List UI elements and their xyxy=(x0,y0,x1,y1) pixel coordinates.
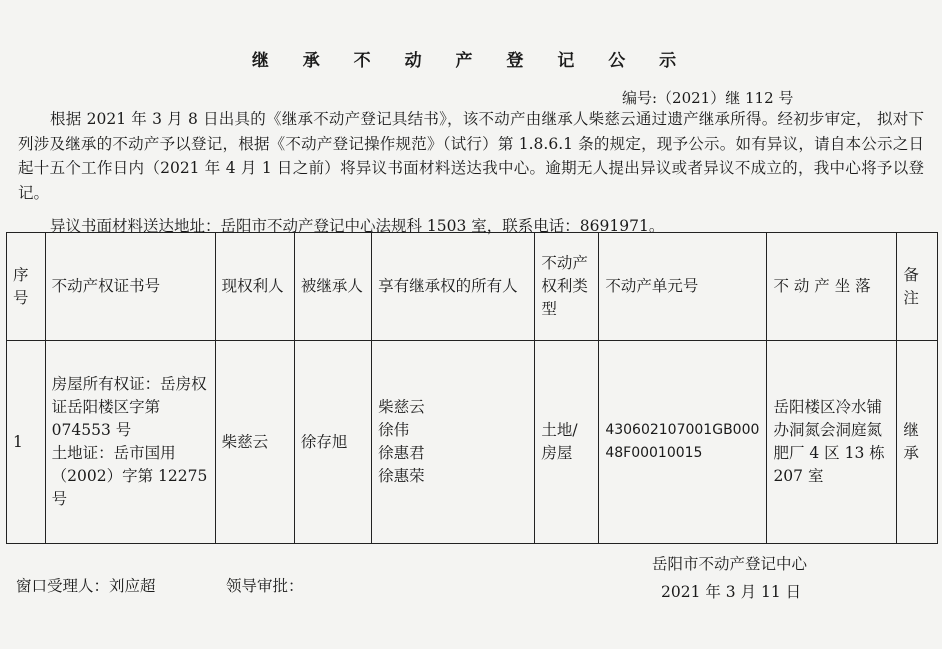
cell-location: 岳阳楼区冷水铺办洞氮会洞庭氮肥厂 4 区 13 栋 207 室 xyxy=(767,341,897,544)
cell-seq: 1 xyxy=(7,341,46,544)
header-type: 不动产权利类型 xyxy=(535,233,599,341)
header-location: 不 动 产 坐 落 xyxy=(767,233,897,341)
objection-address: 异议书面材料送达地址：岳阳市不动产登记中心法规科 1503 室，联系电话：8691971。 xyxy=(50,217,665,235)
heir-name: 徐惠君 xyxy=(378,444,425,462)
property-table xyxy=(6,232,938,544)
cert-house: 房屋所有权证：岳房权证岳阳楼区字第 074553 号 xyxy=(51,375,207,439)
header-seq: 序号 xyxy=(7,233,46,341)
cell-type: 土地/房屋 xyxy=(535,341,599,544)
header-deceased: 被继承人 xyxy=(294,233,371,341)
cell-cert xyxy=(45,341,215,544)
cert-land: 土地证：岳市国用（2002）字第 12275 号 xyxy=(51,444,208,508)
window-receiver: 窗口受理人：刘应超 xyxy=(16,577,156,595)
header-holder: 现权利人 xyxy=(215,233,294,341)
heir-name: 柴慈云 xyxy=(378,398,425,416)
signature-date: 2021 年 3 月 11 日 xyxy=(661,583,802,601)
signature-org: 岳阳市不动产登记中心 xyxy=(652,555,808,573)
header-cert: 不动产权证书号 xyxy=(45,233,215,341)
header-unit: 不动产单元号 xyxy=(599,233,767,341)
heir-name: 徐伟 xyxy=(378,421,410,439)
cell-heirs xyxy=(372,341,535,544)
cell-holder: 柴慈云 xyxy=(215,341,294,544)
document-title: 继 承 不 动 产 登 记 公 示 xyxy=(251,51,691,71)
table-row xyxy=(7,341,938,544)
table-header-row xyxy=(7,233,938,341)
heir-name: 徐惠荣 xyxy=(378,467,425,485)
cell-deceased: 徐存旭 xyxy=(294,341,371,544)
cell-note: 继承 xyxy=(897,341,938,544)
leader-approval: 领导审批： xyxy=(226,577,304,595)
document-number: 编号:（2021）继 112 号 xyxy=(622,89,794,107)
header-note: 备注 xyxy=(897,233,938,341)
cell-unit: 430602107001GB00048F00010015 xyxy=(599,341,767,544)
notice-paragraph: 根据 2021 年 3 月 8 日出具的《继承不动产登记具结书》，该不动产由继承人柴慈云通过遗产继承所得。经初步审定， 拟对下列涉及继承的不动产予以登记，根据《不动产登记操作规范》（试行）第 1.8.6.1 条的规定，现予公示。如有异议，请自本公示之日起十五个工作日内（2021 年 4 月 1 日之前）将异议书面材料送达我中心。逾期无人提出异议或者异议不成立的，我中心将予以登记。 xyxy=(18,110,924,202)
header-heirs: 享有继承权的所有人 xyxy=(372,233,535,341)
